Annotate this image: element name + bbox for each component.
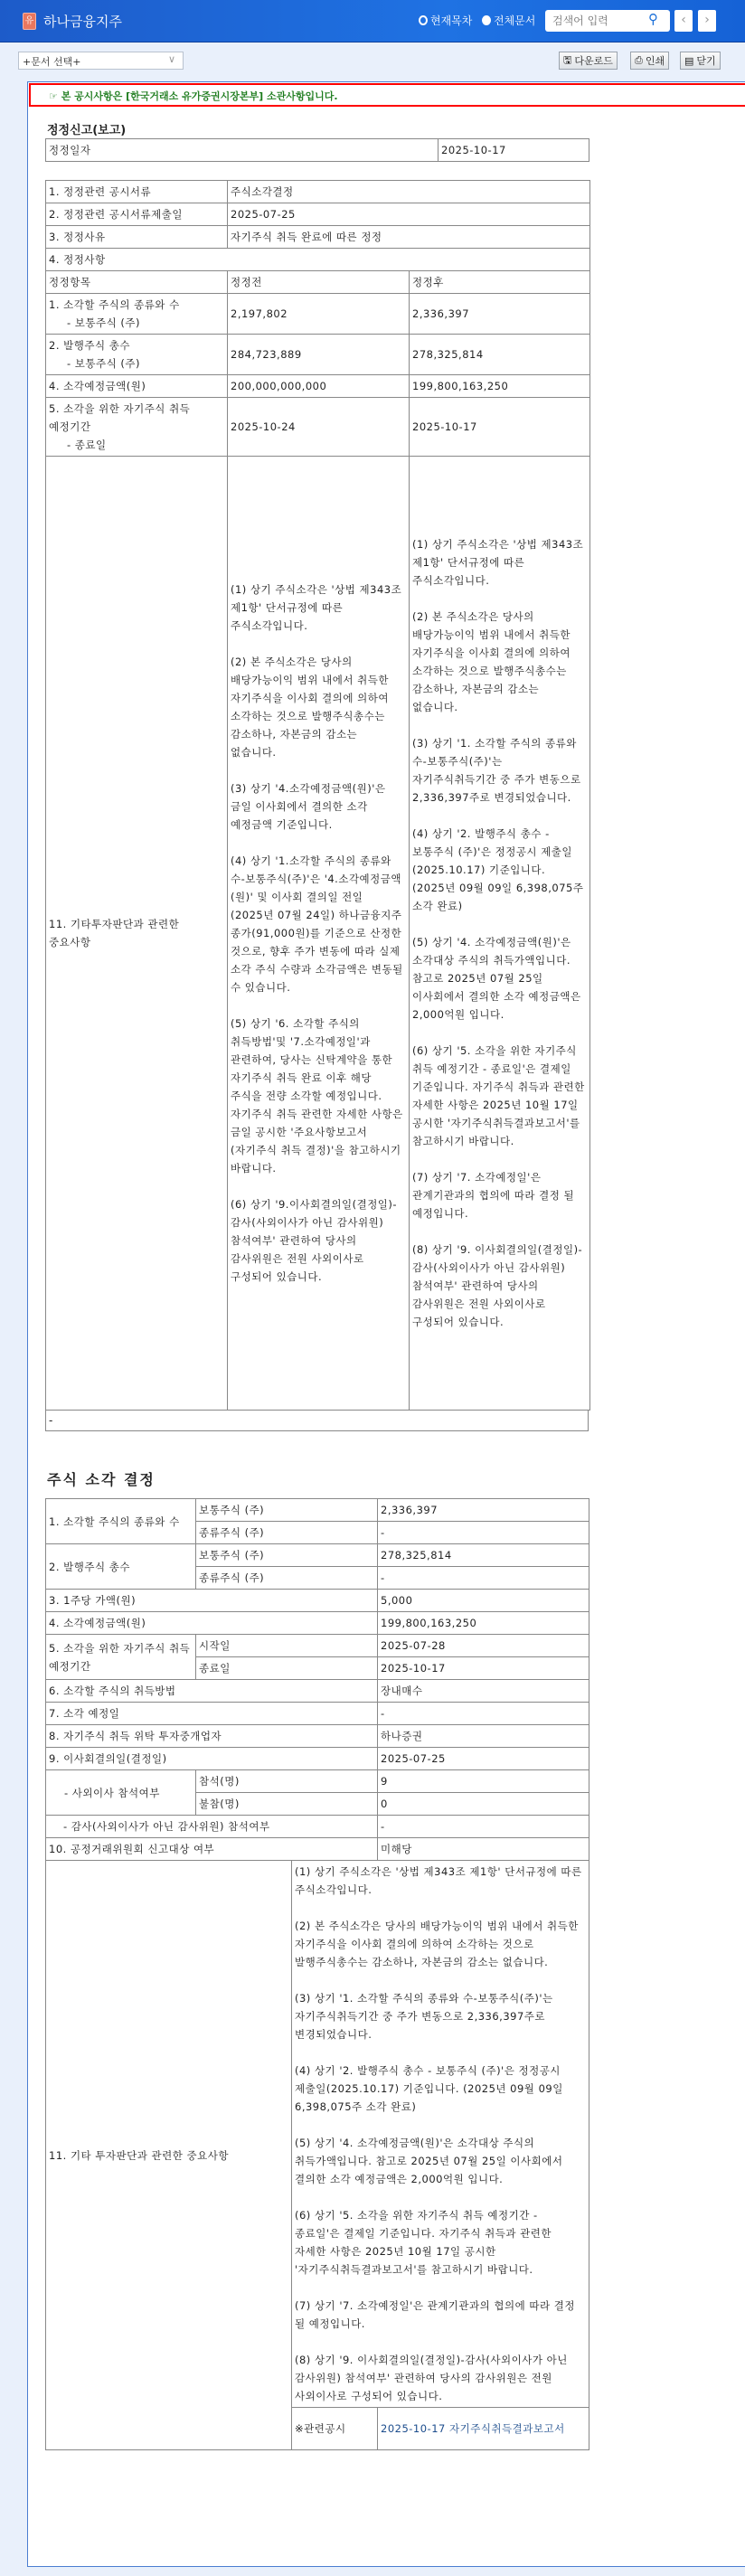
date-label: 정정일자: [46, 139, 439, 162]
radio-all-docs[interactable]: [482, 13, 535, 28]
note-paragraph: (1) 상기 주식소각은 '상법 제343조 제1항' 단서규정에 따른 주식소각입니다.: [295, 1865, 582, 1896]
after-value: 278,325,814: [410, 335, 590, 375]
note-paragraph: (6) 상기 '5. 소각을 위한 자기주식 취득 예정기간 - 종료일'은 결제일 기준입니다. 자기주식 취득과 관련한 자세한 사항은 2025년 10월 17일 공시한 '자기주식취득결과보고서'를 참고하시기 바랍니다.: [295, 2209, 552, 2276]
next-button[interactable]: ›: [698, 10, 716, 32]
row-label: 11. 기타 투자판단과 관련한 중요사항: [46, 1861, 292, 2450]
row-value: -: [378, 1816, 589, 1838]
item-label: 11. 기타투자판단과 관련한 중요사항: [46, 457, 228, 1411]
note-paragraph: (1) 상기 주식소각은 '상법 제343조 제1항' 단서규정에 따른 주식소각입니다.: [412, 538, 584, 587]
after-value: 199,800,163,250: [410, 375, 590, 398]
note-paragraph: (3) 상기 '1. 소각할 주식의 종류와 수-보통주식(주)'는 자기주식취득기간 중 주가 변동으로 2,336,397주로 변경되었습니다.: [412, 737, 581, 804]
row-label: 8. 자기주식 취득 위탁 투자중개업자: [46, 1725, 378, 1748]
row-label: 7. 소각 예정일: [46, 1703, 378, 1725]
before-value: 284,723,889: [228, 335, 410, 375]
sub-label: 불참(명): [196, 1793, 378, 1816]
decision-table: [45, 1498, 589, 2450]
market-badge-icon: 유: [23, 13, 36, 30]
document-select-value: +문서 선택+: [23, 56, 81, 68]
row-label: 1. 소각할 주식의 종류와 수: [46, 1499, 196, 1544]
note-paragraph: (4) 상기 '2. 발행주식 총수 - 보통주식 (주)'은 정정공시 제출일(2025.10.17) 기준입니다. (2025년 09월 09일 6,398,075주 소각 완료): [412, 827, 584, 912]
item-label: 5. 소각을 위한 자기주식 취득 예정기간: [49, 402, 191, 433]
radio-icon: [482, 15, 491, 25]
row-value: 5,000: [378, 1590, 589, 1612]
row-value: -: [378, 1567, 589, 1590]
row-value: 장내매수: [378, 1680, 589, 1703]
correction-footer-box: -: [45, 1410, 589, 1431]
item-label: 4. 소각예정금액(원): [46, 375, 228, 398]
row-value: 2025-10-17: [378, 1657, 589, 1680]
table-row: [46, 294, 590, 335]
correction-title: 정정신고(보고): [47, 124, 127, 137]
note-paragraph: (3) 상기 '1. 소각할 주식의 종류와 수-보통주식(주)'는 자기주식취득기간 중 주가 변동으로 2,336,397주로 변경되었습니다.: [295, 1992, 553, 2041]
row-value: 199,800,163,250: [378, 1612, 589, 1635]
radio-current-toc[interactable]: [419, 13, 472, 28]
print-button[interactable]: [630, 52, 669, 70]
sub-label: 시작일: [196, 1635, 378, 1657]
row-label: - 감사(사외이사가 아닌 감사위원) 참석여부: [46, 1816, 378, 1838]
note-paragraph: (6) 상기 '5. 소각을 위한 자기주식 취득 예정기간 - 종료일'은 결제일 기준입니다. 자기주식 취득과 관련한 자세한 사항은 2025년 10월 17일 공시한 '자기주식취득결과보고서'를 참고하시기 바랍니다.: [412, 1044, 585, 1147]
note-paragraph: (4) 상기 '2. 발행주식 총수 - 보통주식 (주)'은 정정공시 제출일(2025.10.17) 기준입니다. (2025년 09월 09일 6,398,075주 소각 완료): [295, 2064, 563, 2113]
note-paragraph: (8) 상기 '9. 이사회결의일(결정일)-감사(사외이사가 아닌 감사위원) 참석여부' 관련하여 당사의 감사위원은 전원 사외이사로 구성되어 있습니다.: [295, 2354, 568, 2402]
print-icon: ⎙: [635, 54, 643, 66]
item-label: 1. 소각할 주식의 종류와 수: [49, 298, 180, 311]
table-row: [46, 457, 590, 1411]
after-notes: [410, 457, 590, 1411]
row-value: 278,325,814: [378, 1544, 589, 1567]
row-value: 2025-07-25: [228, 203, 590, 226]
note-paragraph: (2) 본 주식소각은 당사의 배당가능이익 범위 내에서 취득한 자기주식을 이사회 결의에 의하여 소각하는 것으로 발행주식총수는 감소하나, 자본금의 감소는 없습니다.: [412, 610, 571, 713]
download-button[interactable]: [559, 52, 618, 70]
row-value: 9: [378, 1770, 589, 1793]
item-sublabel: - 종료일: [67, 439, 107, 451]
document-icon: ▤: [684, 54, 694, 67]
row-label: 3. 정정사유: [46, 226, 228, 249]
row-value: 0: [378, 1793, 589, 1816]
close-label: 닫기: [696, 55, 716, 67]
print-label: 인쇄: [645, 55, 665, 67]
sub-label: 종료일: [196, 1657, 378, 1680]
row-label: 6. 소각할 주식의 취득방법: [46, 1680, 378, 1703]
chevron-down-icon: ∨: [167, 53, 175, 65]
note-paragraph: (2) 본 주식소각은 당사의 배당가능이익 범위 내에서 취득한 자기주식을 이사회 결의에 의하여 소각하는 것으로 발행주식총수는 감소하나, 자본금의 감소는 없습니다.: [295, 1920, 579, 1968]
sub-label: 종류주식 (주): [196, 1522, 378, 1544]
download-icon: 🖫: [563, 53, 572, 66]
note-paragraph: (5) 상기 '4. 소각예정금액(원)'은 소각대상 주식의 취득가액입니다. 참고로 2025년 07월 25일 이사회에서 결의한 소각 예정금액은 2,000억원 입니다.: [295, 2137, 563, 2185]
sub-label: 보통주식 (주): [196, 1499, 378, 1522]
row-label: 5. 소각을 위한 자기주식 취득 예정기간: [46, 1635, 196, 1680]
date-value: 2025-10-17: [439, 139, 589, 162]
item-label: 2. 발행주식 총수: [49, 339, 130, 352]
row-value: 2,336,397: [378, 1499, 589, 1522]
close-button[interactable]: [680, 52, 721, 70]
company-title: 하나금융지주: [43, 14, 122, 30]
row-value: 2025-07-25: [378, 1748, 589, 1770]
row-label: 1. 정정관련 공시서류: [46, 181, 228, 203]
row-value: -: [378, 1522, 589, 1544]
notes: [292, 1861, 589, 2408]
row-value: 하나증권: [378, 1725, 589, 1748]
table-row: [46, 398, 590, 457]
row-value: 미해당: [378, 1838, 589, 1861]
note-paragraph: (5) 상기 '4. 소각예정금액(원)'은 소각대상 주식의 취득가액입니다. 참고로 2025년 07월 25일 이사회에서 결의한 소각 예정금액은 2,000억원 입니다.: [412, 936, 581, 1021]
item-sublabel: - 보통주식 (주): [67, 357, 140, 370]
before-value: 200,000,000,000: [228, 375, 410, 398]
note-paragraph: (7) 상기 '7. 소각예정일'은 관계기관과의 협의에 따라 결정 될 예정입니다.: [295, 2299, 575, 2330]
after-value: 2,336,397: [410, 294, 590, 335]
correction-date-table: [45, 138, 589, 162]
before-notes: [228, 457, 410, 1411]
sub-label: 종류주식 (주): [196, 1567, 378, 1590]
item-sublabel: - 보통주식 (주): [67, 316, 140, 329]
section-heading: 4. 정정사항: [46, 249, 590, 271]
row-label: 10. 공정거래위원회 신고대상 여부: [46, 1838, 378, 1861]
row-label: 2. 정정관련 공시서류제출일: [46, 203, 228, 226]
note-paragraph: (1) 상기 주식소각은 '상법 제343조 제1항' 단서규정에 따른 주식소각입니다.: [231, 583, 402, 632]
sub-label: 참석(명): [196, 1770, 378, 1793]
download-label: 다운로드: [574, 55, 613, 67]
decision-title: 주식 소각 결정: [47, 1471, 156, 1488]
row-value: 주식소각결정: [228, 181, 590, 203]
top-header: [0, 0, 745, 42]
before-value: 2025-10-24: [228, 398, 410, 457]
table-row: [46, 375, 590, 398]
note-paragraph: (8) 상기 '9. 이사회결의일(결정일)-감사(사외이사가 아닌 감사위원) 참석여부' 관련하여 당사의 감사위원은 전원 사외이사로 구성되어 있습니다.: [412, 1243, 583, 1328]
row-value: 2025-07-28: [378, 1635, 589, 1657]
row-label: 2. 발행주식 총수: [46, 1544, 196, 1590]
note-paragraph: (7) 상기 '7. 소각예정일'은 관계기관과의 협의에 따라 결정 될 예정입니다.: [412, 1171, 575, 1220]
correction-table: [45, 180, 590, 1411]
row-value: 자기주식 취득 완료에 따른 정정: [228, 226, 590, 249]
note-paragraph: (3) 상기 '4.소각예정금액(원)'은 금일 이사회에서 결의한 소각 예정금액 기준입니다.: [231, 782, 386, 831]
prev-button[interactable]: ‹: [674, 10, 693, 32]
radio-icon: [419, 15, 428, 25]
row-label: 3. 1주당 가액(원): [46, 1590, 378, 1612]
document-select[interactable]: [18, 52, 184, 70]
column-header: 정정후: [410, 271, 590, 294]
note-paragraph: (5) 상기 '6. 소각할 주식의 취득방법'및 '7.소각예정일'과 관련하여, 당사는 신탁계약을 통한 자기주식 취득 완료 이후 해당 주식을 전량 소각할 예정입니다. 자기주식 취득 관련한 자세한 사항은 금일 공시한 '주요사항보고서(자기주식 취득 결정)'을 참고하시기 바랍니다.: [231, 1017, 403, 1175]
column-header: 정정전: [228, 271, 410, 294]
before-value: 2,197,802: [228, 294, 410, 335]
jurisdiction-notice: ☞ 본 공시사항은 [한국거래소 유가증권시장본부] 소관사항입니다.: [29, 83, 745, 107]
radio-label: 현재목차: [430, 14, 473, 27]
sub-label: 보통주식 (주): [196, 1544, 378, 1567]
row-label: - 사외이사 참석여부: [46, 1770, 196, 1816]
column-header: 정정항목: [46, 271, 228, 294]
row-value: -: [378, 1703, 589, 1725]
note-paragraph: (4) 상기 '1.소각할 주식의 종류와 수-보통주식(주)'은 '4.소각예정금액(원)' 및 이사회 결의일 전일(2025년 07월 24일) 하나금융지주 종가(91,000원)를 기준으로 산정한 것으로, 향후 주가 변동에 따라 실제 소각 주식 수량과 소각금액은 변동될 수 있습니다.: [231, 854, 403, 994]
after-value: 2025-10-17: [410, 398, 590, 457]
related-disclosure-link[interactable]: 2025-10-17 자기주식취득결과보고서: [381, 2422, 565, 2435]
table-row: [46, 335, 590, 375]
related-label: ※관련공시: [292, 2408, 378, 2450]
note-paragraph: (2) 본 주식소각은 당사의 배당가능이익 범위 내에서 취득한 자기주식을 이사회 결의에 의하여 소각하는 것으로 발행주식총수는 감소하나, 자본금의 감소는 없습니다.: [231, 656, 389, 759]
search-icon[interactable]: ⚲: [648, 11, 658, 27]
row-label: 4. 소각예정금액(원): [46, 1612, 378, 1635]
note-paragraph: (6) 상기 '9.이사회결의일(결정일)-감사(사외이사가 아닌 감사위원) 참석여부' 관련하여 당사의 감사위원은 전원 사외이사로 구성되어 있습니다.: [231, 1198, 398, 1283]
radio-label: 전체문서: [494, 14, 536, 27]
page-bottom: [0, 2567, 745, 2576]
row-label: 9. 이사회결의일(결정일): [46, 1748, 378, 1770]
